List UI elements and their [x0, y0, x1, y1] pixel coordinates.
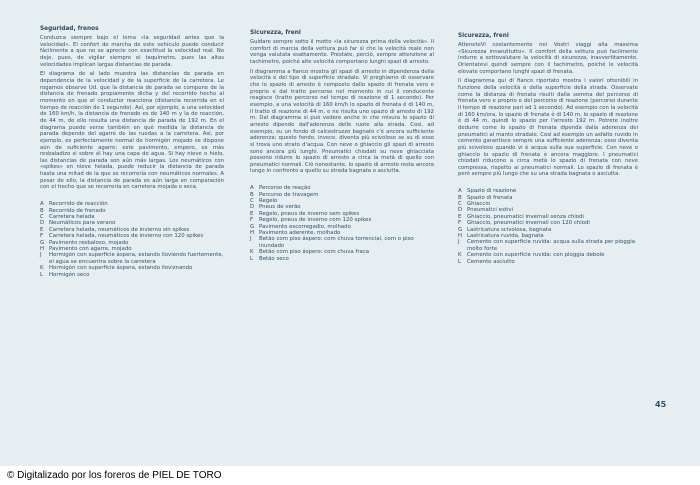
- legend-item: L Betão seco: [250, 255, 289, 262]
- section-title: Sicurezza, freni: [458, 33, 509, 39]
- legend-item: K Betão com piso áspero: com chuva fraca: [250, 249, 370, 256]
- legend-item: L Hormigón seco: [40, 271, 90, 278]
- legend-item: C Regelo: [250, 197, 278, 204]
- legend-item: J Betão com piso áspero: com chuva torrencial, com o piso inundado: [250, 236, 414, 249]
- column-italian: [458, 33, 638, 265]
- legend-item: H Pavimento con agarre, mojado: [40, 245, 132, 252]
- paragraph: Il diagramma qui di fianco riportato mostra i valori ottenibili in funzione della velocità e della superficie della strada. Osservate come la distanza di frenata risulti dalla somma del percorso di frenata vero e proprio e del percorso di reazione (percorso durante il tempo di reazione pari ad 1 secondo). Ad esempio con la velocità di 160 km/ora, lo spazio di frenata è di 140 m, lo spazio di reazione è di 44 m, quindi lo spazio per l'arresto 192 m. Potrete inoltre dedurre come lo spazio di frenata dipenda dalla aderenza dei pneumatici al manto stradale. Così ad esempio un asfalto ruvido in cemento garantisce sempre una sufficiente aderenza; esso diventa più scivoloso quando vi è acqua sulla sua superficie. Con neve o ghiaccio lo spazio di frenata è ancora maggiore. I pneumatici chiodati riducono a circa metà lo spazio di frenata con neve compressa, rispetto ai pneumatici normali. Lo spazio di frenata è però sempre più lungo che su una strada bagnata o asciutta.: [458, 78, 638, 178]
- legend-item: A Recorrido de reacción: [40, 201, 108, 208]
- legend-item: H Pavimento aderente, molhado: [250, 229, 341, 236]
- paragraph: AtteneteVi costantemente nei Vostri viaggi alla massima «Sicurezza innanzitutto». Il comfort della vettura può facilmente indurre a sottovalutare la velocità di sicurezza, inavvertitamente. Orientatevi quindi sempre con il tachimetro, poiché le velocità elevate comportano lunghi spazi di frenata.: [458, 42, 638, 75]
- legend-item: E Ghiaccio, pneumatici invernali senza chiodi: [458, 213, 584, 220]
- legend-item: G Pavimento resbaloso, mojado: [40, 239, 129, 246]
- legend-item: J Cemento con superficie ruvida: acqua sulla strada per pioggia molto forte: [458, 239, 635, 252]
- legend-item: D Neumáticos para verano: [40, 220, 116, 227]
- legend-item: D Pneus de verão: [250, 204, 301, 211]
- paragraph: Il diagramma a fianco mostra gli spazi di arresto in dipendenza della velocità e del tipo di superficie stradale. Vi preghiamo di osservare che lo spazio di arresto è composto dallo spazio di frenata vero e proprio e dal tratto percorso nel momento in cui il conducente reagisce (tratto percorso nel tempo di reazione di 1 secondo). Per esempio, a una velocità di 160 km/h lo spazio di frenata è di 140 m, il tratto di reazione di 44 m, e ne risulta uno spazio di arresto di 192 m. Dal diagramma si può vedere anche in che misura lo spazio di arresto dipende dall'aderenza delle ruote alla strada. Così, ad esempio, su un fondo di calcestruzzo bagnato c'è ancora sufficiente aderenza; questo fondo, invece, diventa più scivoloso se su di esso si trova uno strato d'acqua. Con neve o ghiaccio gli spazi di arresto sono ancora più lunghi. Pneumatici chiodati su neve ghiacciata possono ridurre lo spazio di arresto a circa la metà di quello con pneumatici normali. Ciò nonostante, lo spazio di arresto resta ancora lungo in confronto a quello su strada bagnata o asciutta.: [250, 68, 434, 175]
- legend-item: C Ghiaccio: [458, 200, 491, 207]
- column-spanish: [40, 26, 224, 278]
- legend-item: B Recorrido de frenado: [40, 207, 106, 214]
- section-title: Sicurezza, freni: [250, 30, 301, 36]
- legend-item: H Lastricatura ruvida, bagnata: [458, 232, 544, 239]
- legend-item: L Cemento asciutto: [458, 258, 515, 265]
- legend-item: F Ghiaccio, pneumatici invernali con 120 chiodi: [458, 220, 590, 227]
- legend-item: F Carretera helada, neumáticos de invierno con 120 spikes: [40, 233, 204, 240]
- legend-item: C Carretera helada: [40, 213, 95, 220]
- legend-item: E Regelo, pneus de inverno sem spikes: [250, 210, 360, 217]
- legend-item: G Lastricatura scivolosa, bagnata: [458, 226, 552, 233]
- legend-item: A Spazio di reazione: [458, 188, 517, 195]
- legend-item: B Percurso de travagem: [250, 191, 319, 198]
- paragraph: Conduzca siempre bajo el lema «la seguridad antes que la velocidad». El confort de marcha de este vehículo puede conducir fácilmente a que no se aprecie con exactitud la velocidad real. No deje, pues, de vigilar siempre el taquímetro, pues las altas velocidades implican largas distancias de parada.: [40, 35, 224, 68]
- legend-item: K Hormigón con superficie áspera, estando lloviznando: [40, 265, 193, 272]
- legend-item: G Pavimento escorregadio, molhado: [250, 223, 351, 230]
- legend-item: K Cemento con superficie ruvida: con pioggia debole: [458, 252, 605, 259]
- legend-item: D Pneumatici estivi: [458, 207, 514, 214]
- legend-item: B Spazio di frenata: [458, 194, 513, 201]
- legend-list: [250, 185, 434, 262]
- legend-item: A Percorso de reação: [250, 185, 311, 192]
- legend-list: [458, 188, 638, 265]
- legend-item: E Carretera helada, neumáticos de invierno sin spikes: [40, 226, 190, 233]
- section-title: Seguridad, frenos: [40, 26, 99, 32]
- scan-credit: © Digitalizado por los foreros de PIEL DE TORO: [7, 470, 222, 481]
- column-italian-portuguese: [250, 30, 434, 262]
- legend-list: [40, 201, 224, 278]
- paragraph: El diagrama de al lado muestra las distancias de parada en dependencia de la velocidad y de la superficie de la carretera. Le rogamos observe Ud. que la distancia de parada se compone de la distancia de frenado propiamente dicha y del recorrido hecho al momento en que el conductor reacciona (distancia recorrida en el tiempo de reacción de 1 segundo). Así, por ejemplo, a una velocidad de 160 km/h, la distancia de frenado es de 140 m y la de reacción, de 44 m, de ello resulta una distancia de parada de 192 m. En el diagrama puede verse también en qué medida la distancia de parada depende del agarre de las ruedas a la carretera. Así, por ejemplo, es perfectamente normal de hormigón mojado se dispone aún de suficiente agarre; este pavimento, empero, es más resbaladizo si sobre él hay una capa de agua. Si hay nieve o hielo, las distancias de parada son aún más largas. Los neumáticos con «spikes» en nieve helada, puede reducir la distancia de parada hasta una mitad de la que se recorrería con neumáticos normales. A pesar de ello, la distancia de parada es aún larga en comparación con el trecho que se recorrería en carretera mojada o seca.: [40, 71, 224, 191]
- paragraph: Guidare sempre sotto il motto «la sicurezza prima della velocità». Il comfort di marcia della vettura può far sì che la velocità reale non venga valutata esattamente. Prestate, perciò, sempre attenzione al tachimetro, poiché alte velocità comportano lunghi spazi di arresto.: [250, 39, 434, 65]
- page-number: 45: [655, 400, 667, 409]
- legend-item: F Regelo, pneus de inverno com 120 spikes: [250, 217, 372, 224]
- legend-item: J Hormigón con superficie áspera, estando lloviendo fuertemente, el agua se encuentra sobre la carretera: [40, 252, 224, 265]
